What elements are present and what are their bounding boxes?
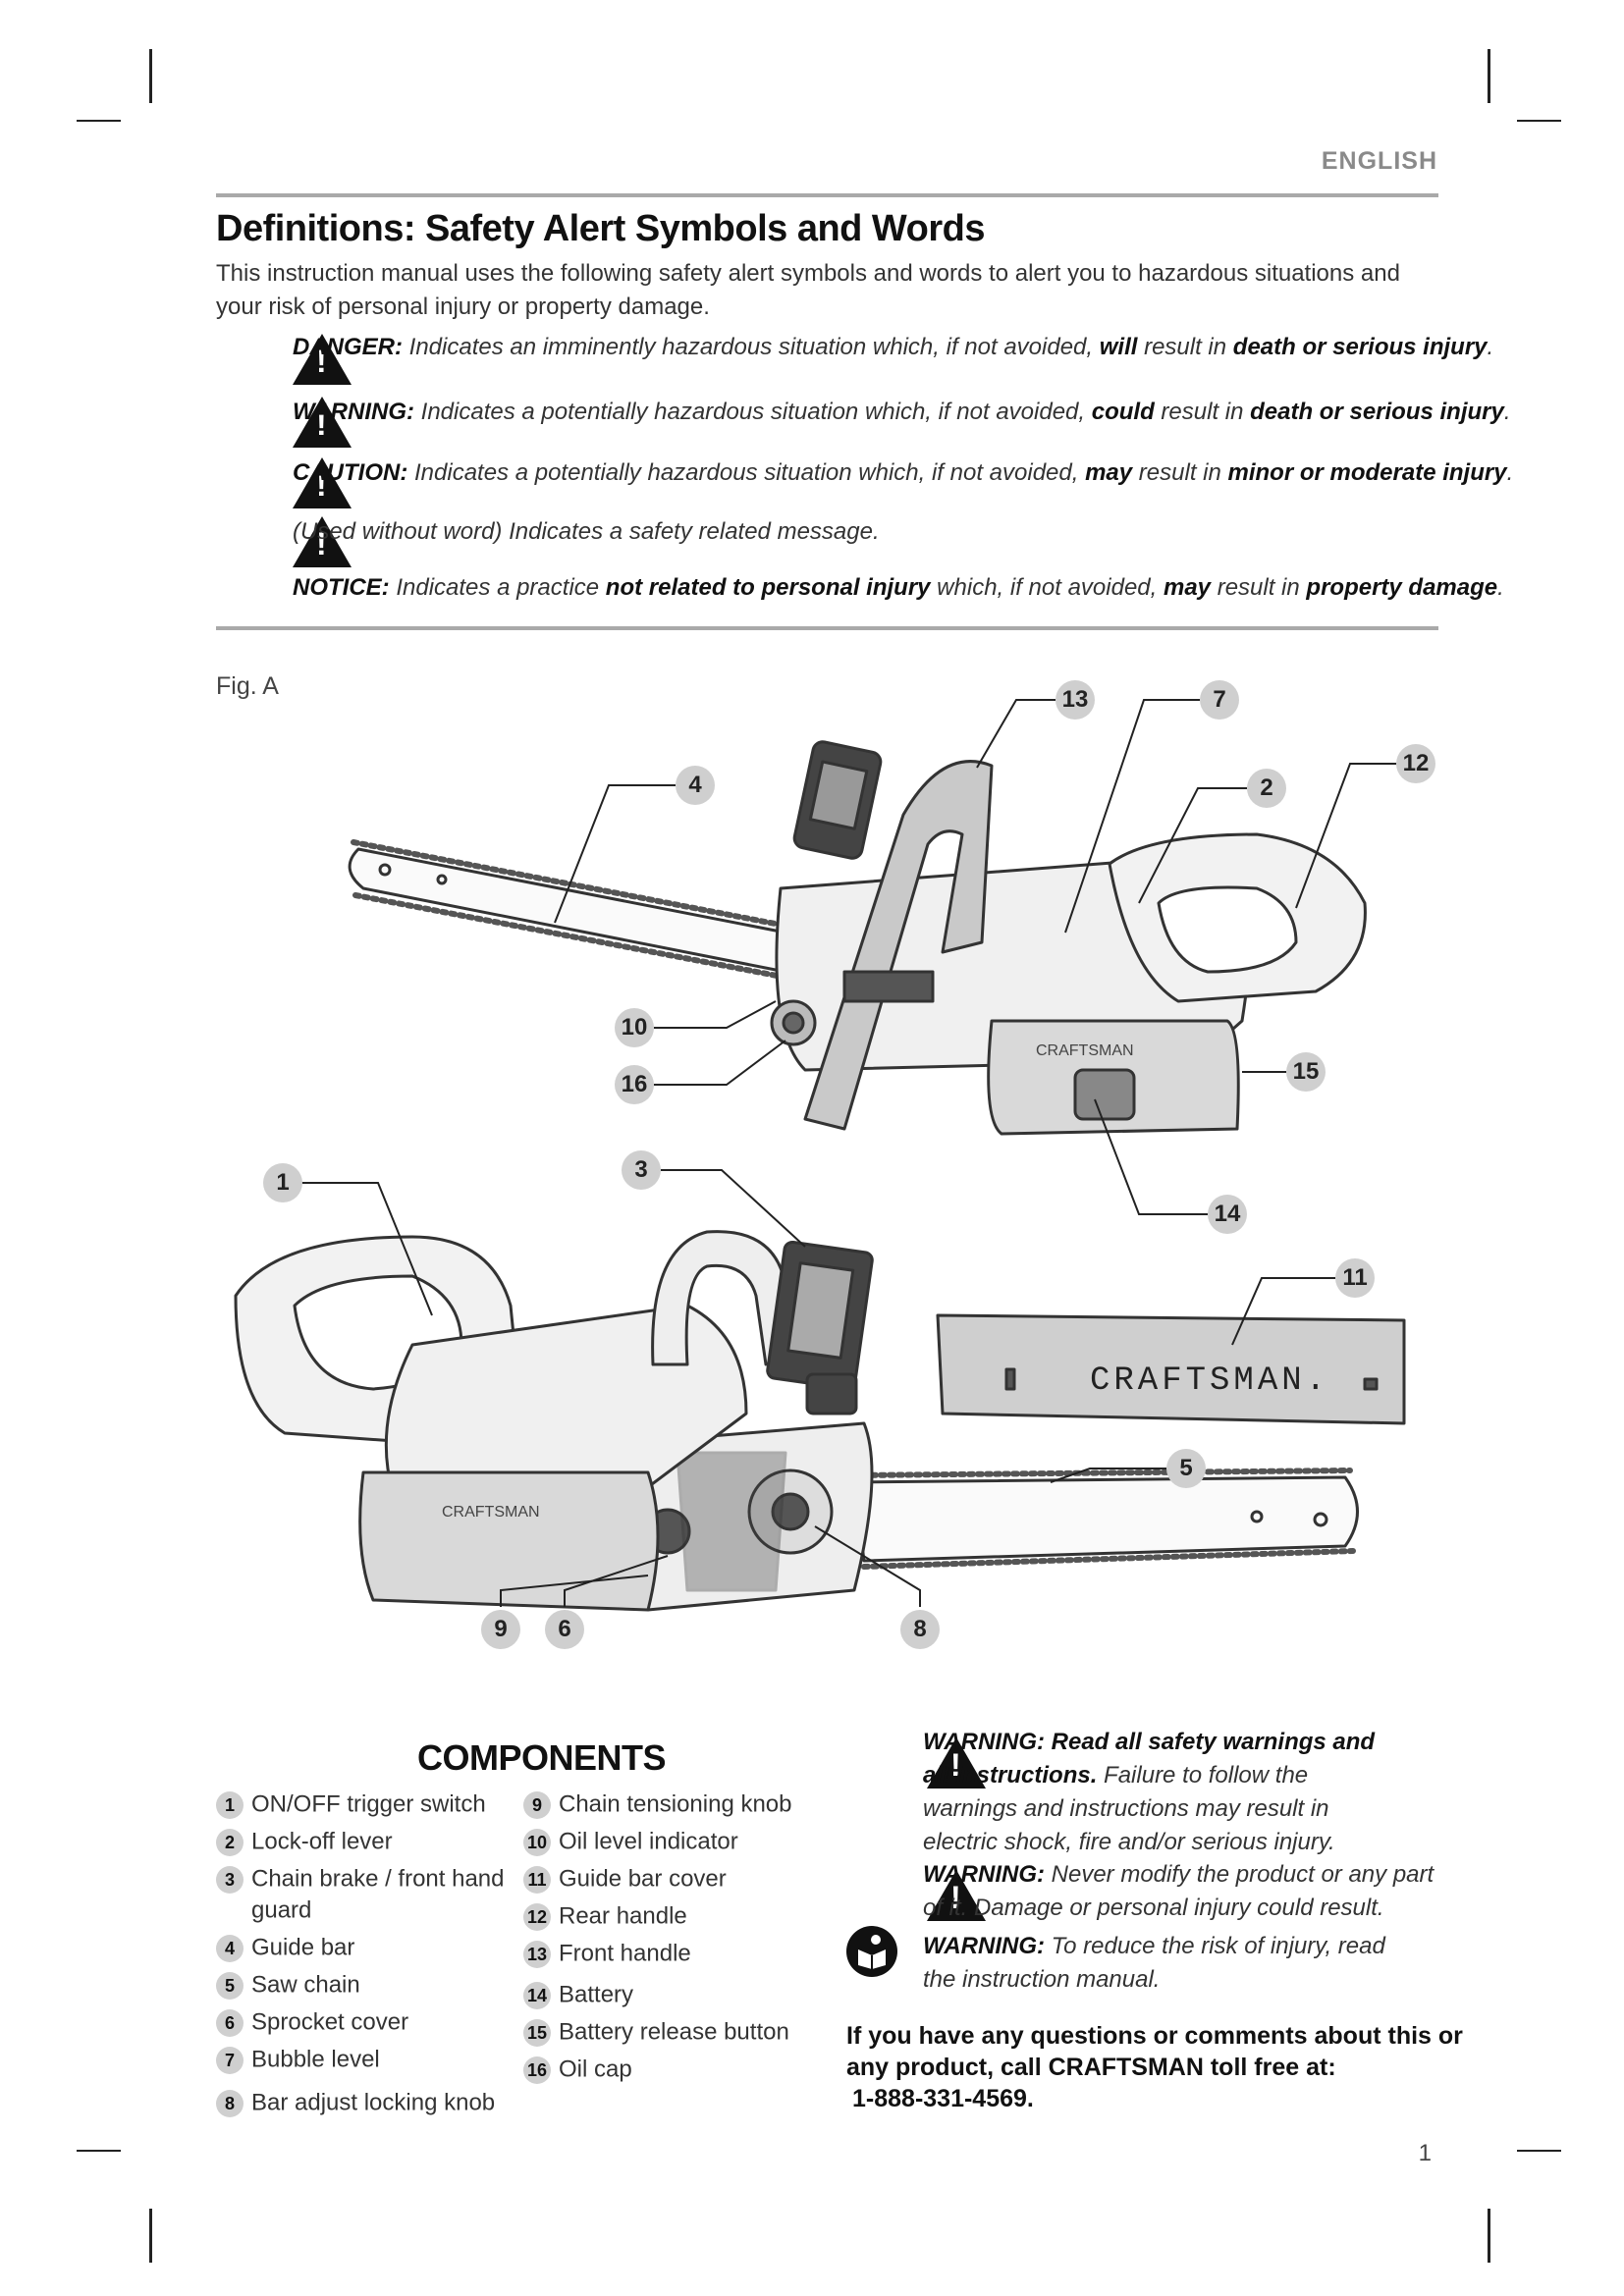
contact-line-2: any product, call CRAFTSMAN toll free at: <box>846 2054 1336 2081</box>
callout-5: 5 <box>1166 1449 1206 1488</box>
component-item-continued: guard <box>251 1896 312 1924</box>
caution-definition: CAUTION: Indicates a potentially hazardous situation which, if not avoided, may result in minor or moderate injury. <box>293 459 1514 486</box>
notice-definition: NOTICE: Indicates a practice not related to personal injury which, if not avoided, may result in property damage. <box>293 574 1504 601</box>
contact-info <box>846 2020 1463 2114</box>
components-title: COMPONENTS <box>417 1737 667 1778</box>
component-item: 6 Sprocket cover <box>216 2006 408 2039</box>
component-item: 3 Chain brake / front hand <box>216 1863 505 1896</box>
top-brand-logo: CRAFTSMAN <box>1036 1042 1134 1059</box>
warning-never-modify: WARNING: Never modify the product or any part of it. Damage or personal injury could result. <box>923 1861 1435 1921</box>
component-item: 14 Battery <box>523 1979 633 2011</box>
callout-12: 12 <box>1396 744 1435 783</box>
callout-4: 4 <box>676 766 715 805</box>
component-item: 5 Saw chain <box>216 1969 360 2002</box>
component-item: 1 ON/OFF trigger switch <box>216 1789 486 1821</box>
component-item: 9 Chain tensioning knob <box>523 1789 792 1821</box>
bottom-guide-bar <box>854 1477 1358 1561</box>
warning-definition: WARNING: Indicates a potentially hazardous situation which, if not avoided, could result in death or serious injury. <box>293 399 1511 425</box>
component-item: 15 Battery release button <box>523 2016 789 2049</box>
component-item: 11 Guide bar cover <box>523 1863 727 1896</box>
component-item: 12 Rear handle <box>523 1900 687 1933</box>
component-item: 13 Front handle <box>523 1938 691 1970</box>
page-number: 1 <box>1418 2140 1432 2166</box>
safety-message-definition: (Used without word) Indicates a safety related message. <box>293 518 880 545</box>
callout-7: 7 <box>1200 680 1239 720</box>
callout-9: 9 <box>481 1610 520 1649</box>
contact-line-1: If you have any questions or comments about this or <box>846 2022 1463 2050</box>
warning-read-all: WARNING: Read all safety warnings and all instructions. Failure to follow the warnings and instructions may result in electric shock, fire and/or serious injury. <box>923 1729 1376 1855</box>
callout-15: 15 <box>1286 1052 1326 1092</box>
callout-16: 16 <box>615 1065 654 1104</box>
read-manual-icon <box>846 1926 897 1977</box>
top-guide-bar <box>350 849 795 972</box>
component-item: 10 Oil level indicator <box>523 1826 738 1858</box>
callout-8: 8 <box>900 1610 940 1649</box>
bottom-battery-brand: CRAFTSMAN <box>442 1504 540 1521</box>
callout-6: 6 <box>545 1610 584 1649</box>
callout-14: 14 <box>1208 1195 1247 1234</box>
definitions-title: Definitions: Safety Alert Symbols and Words <box>216 208 985 249</box>
component-item: 16 Oil cap <box>523 2054 632 2086</box>
warning-read-manual: WARNING: To reduce the risk of injury, read the instruction manual. <box>923 1933 1385 1993</box>
component-item: 4 Guide bar <box>216 1932 354 1964</box>
callout-13: 13 <box>1056 680 1095 720</box>
callout-10: 10 <box>615 1008 654 1047</box>
component-item: 7 Bubble level <box>216 2044 380 2076</box>
language-label: ENGLISH <box>1321 147 1437 175</box>
danger-definition: DANGER: Indicates an imminently hazardous situation which, if not avoided, will result in death or serious injury. <box>293 334 1494 360</box>
callout-11: 11 <box>1335 1258 1375 1298</box>
callout-1: 1 <box>263 1163 302 1202</box>
figure-label: Fig. A <box>216 672 279 700</box>
contact-phone: 1-888-331-4569. <box>852 2085 1034 2112</box>
callout-2: 2 <box>1247 769 1286 808</box>
guide-bar-cover-brand: CRAFTSMAN. <box>1090 1362 1330 1400</box>
callout-3: 3 <box>622 1150 661 1190</box>
definitions-intro: This instruction manual uses the following safety alert symbols and words to alert you to hazardous situations and your risk of personal injury or property damage. <box>216 260 1400 320</box>
component-item: 8 Bar adjust locking knob <box>216 2087 495 2119</box>
component-item: 2 Lock-off lever <box>216 1826 393 1858</box>
